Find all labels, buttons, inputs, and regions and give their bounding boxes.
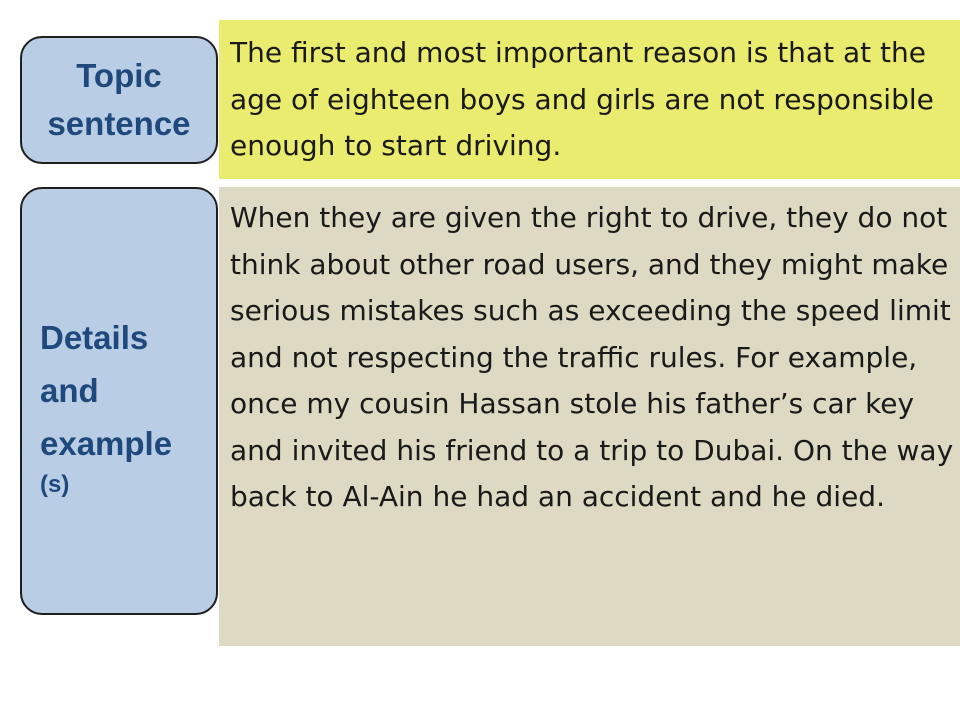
topic-sentence-label xyxy=(20,36,218,164)
topic-label-line-1: Topic xyxy=(76,57,162,94)
details-label-line-3: example xyxy=(40,425,173,462)
details-label-line-2: and xyxy=(40,372,99,409)
details-label-line-4: (s) xyxy=(40,471,70,498)
details-panel xyxy=(219,187,960,646)
topic-sentence-text: The first and most important reason is that at the age of eighteen boys and girls are not responsible enough to start driving. xyxy=(230,36,934,162)
details-text: When they are given the right to drive, they do not think about other road users, and they might make serious mistakes such as exceeding the speed limit and not respecting the traffic rules. For example, once my cousin Hassan stole his father’s car key and invited his friend to a trip to Dubai. On the way back to Al-Ain he had an accident and he died. xyxy=(230,201,954,513)
details-and-examples-label xyxy=(20,187,218,615)
topic-sentence-panel xyxy=(219,20,960,179)
topic-label-line-2: sentence xyxy=(47,105,191,142)
details-label-line-1: Details xyxy=(40,319,149,356)
